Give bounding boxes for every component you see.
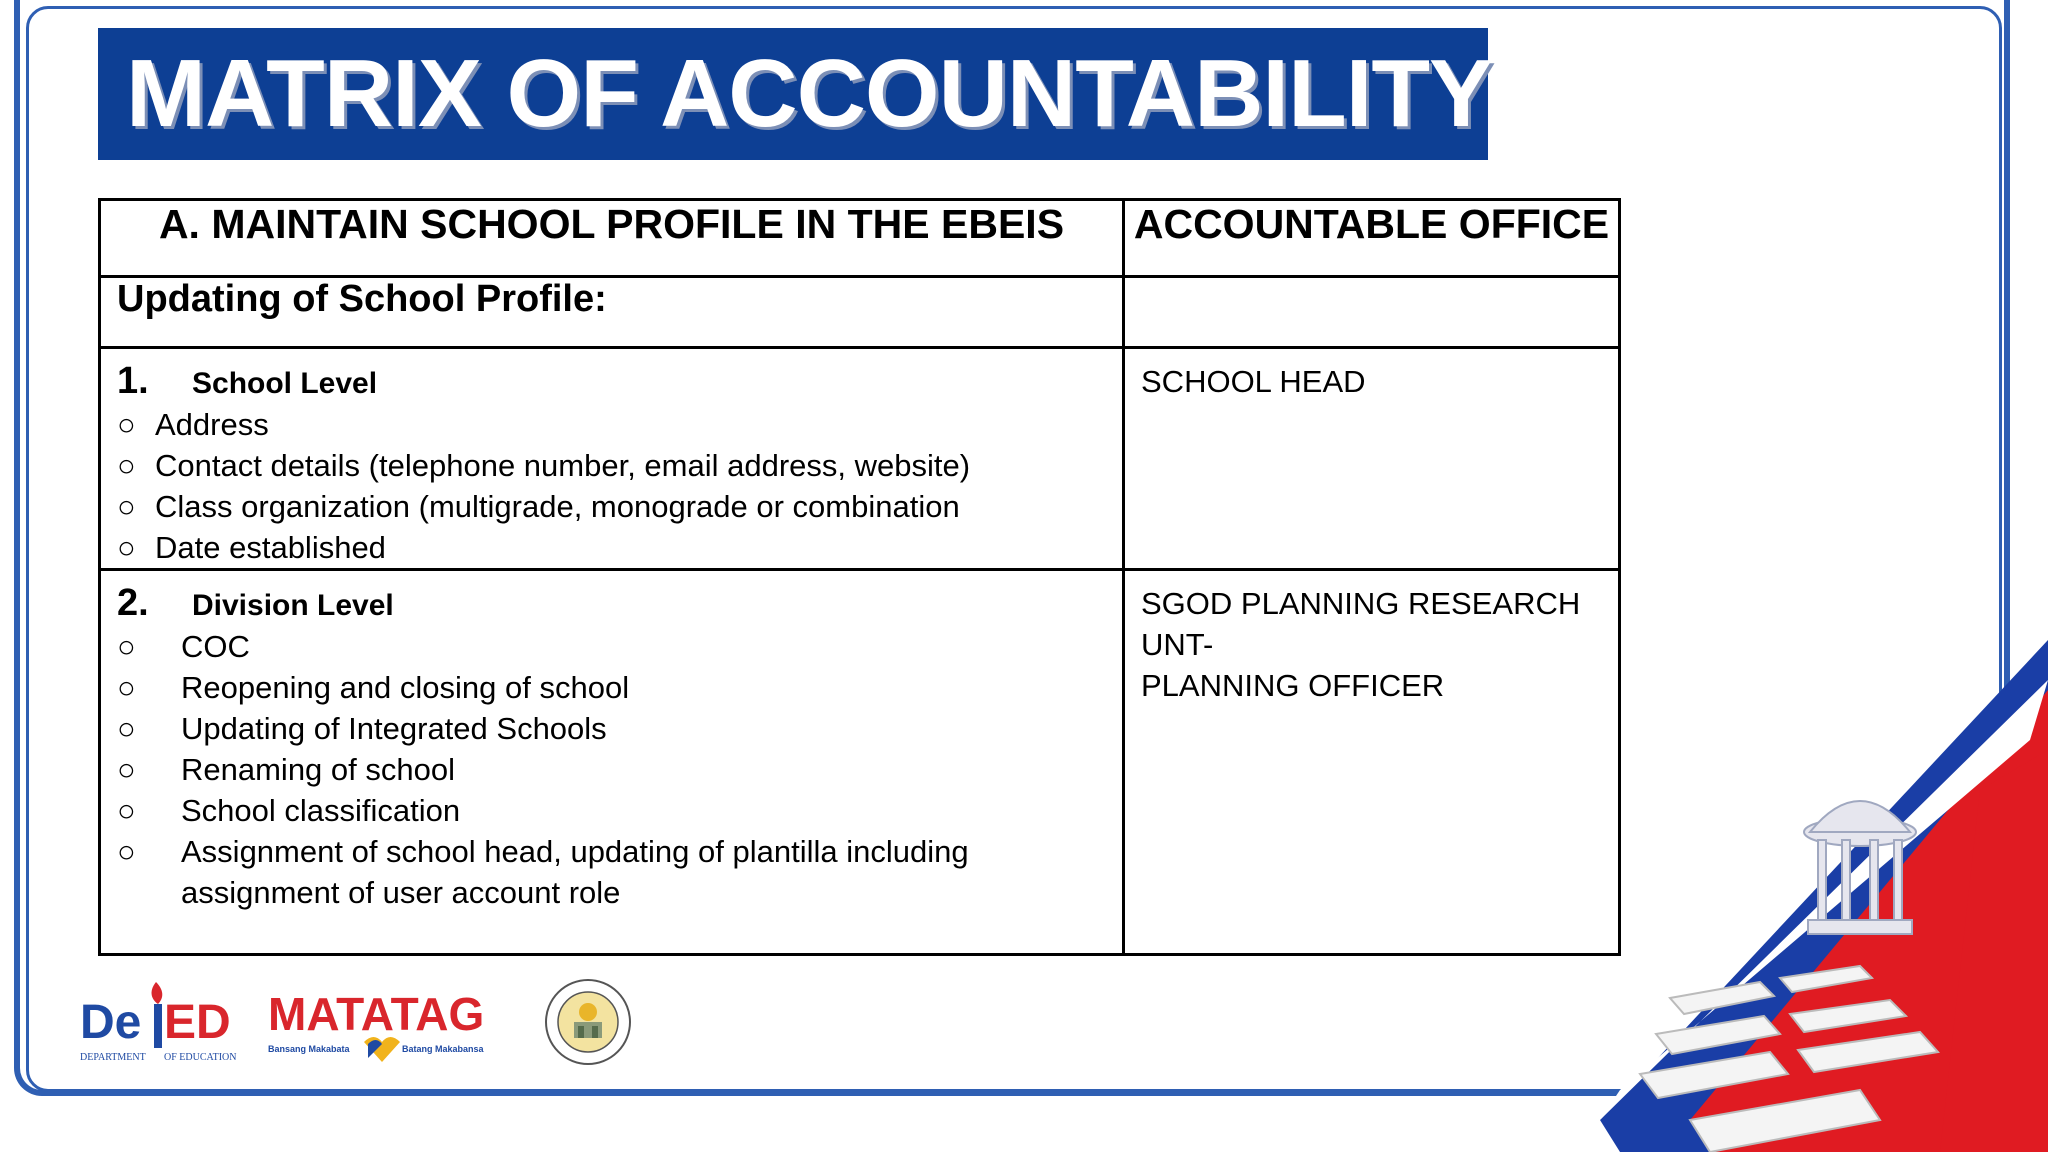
circle-bullet-icon: ○ bbox=[117, 711, 136, 746]
list-item bbox=[117, 486, 1106, 527]
accountability-table bbox=[98, 198, 1621, 956]
decorative-corner-graphic bbox=[1560, 620, 2048, 1152]
header-task: A. MAINTAIN SCHOOL PROFILE IN THE EBEIS bbox=[100, 200, 1124, 277]
subheader-cell: Updating of School Profile: bbox=[100, 277, 1124, 348]
circle-bullet-icon: ○ bbox=[117, 407, 136, 442]
deped-tagline-left: DEPARTMENT bbox=[80, 1052, 146, 1063]
list-item bbox=[117, 404, 1106, 445]
list-item-text: Class organization (multigrade, monograde or combination bbox=[155, 489, 960, 524]
slide-title: MATRIX OF ACCOUNTABILITY bbox=[126, 40, 1493, 147]
list-item-text: Assignment of school head, updating of plantilla including assignment of user account role bbox=[181, 834, 969, 910]
list-item-text: Date established bbox=[155, 530, 386, 565]
list-item bbox=[117, 831, 1106, 913]
list-item-text: School classification bbox=[181, 793, 461, 828]
list-item bbox=[117, 527, 1106, 568]
level-heading bbox=[117, 361, 1106, 404]
matatag-logo bbox=[268, 986, 498, 1066]
level-name: Division Level bbox=[192, 589, 394, 622]
list-item-text: Address bbox=[155, 407, 269, 442]
level-heading bbox=[117, 583, 1106, 626]
circle-bullet-icon: ○ bbox=[117, 489, 136, 524]
list-item-text: COC bbox=[181, 629, 250, 664]
office-cell bbox=[1124, 348, 1620, 570]
footer-logos bbox=[78, 966, 658, 1076]
deped-wordmark-right: ED bbox=[164, 996, 231, 1049]
level-number: 1. bbox=[117, 360, 149, 402]
circle-bullet-icon: ○ bbox=[117, 834, 136, 869]
table-row bbox=[100, 348, 1620, 570]
circle-bullet-icon: ○ bbox=[117, 670, 136, 705]
office-cell bbox=[1124, 570, 1620, 955]
list-item bbox=[117, 749, 1106, 790]
list-item-text: Updating of Integrated Schools bbox=[181, 711, 607, 746]
circle-bullet-icon: ○ bbox=[117, 793, 136, 828]
circle-bullet-icon: ○ bbox=[117, 752, 136, 787]
list-item-text: Reopening and closing of school bbox=[181, 670, 630, 705]
subheader-empty-cell bbox=[1124, 277, 1620, 348]
level-name: School Level bbox=[192, 367, 378, 400]
deped-tagline-right: OF EDUCATION bbox=[164, 1052, 237, 1063]
circle-bullet-icon: ○ bbox=[117, 530, 136, 565]
office-line: SCHOOL HEAD bbox=[1141, 364, 1366, 399]
list-item-text: Contact details (telephone number, email address, website) bbox=[155, 448, 971, 483]
circle-bullet-icon: ○ bbox=[117, 448, 136, 483]
list-item bbox=[117, 445, 1106, 486]
table-header-row bbox=[100, 200, 1620, 277]
matatag-tagline-left: Bansang Makabata bbox=[268, 1044, 350, 1054]
list-item bbox=[117, 626, 1106, 667]
header-office: ACCOUNTABLE OFFICE bbox=[1124, 200, 1620, 277]
circle-bullet-icon: ○ bbox=[117, 629, 136, 664]
list-item-text: Renaming of school bbox=[181, 752, 455, 787]
matatag-tagline-right: Batang Makabansa bbox=[402, 1044, 484, 1054]
list-item bbox=[117, 790, 1106, 831]
matatag-wordmark: MATATAG bbox=[268, 988, 485, 1040]
list-item bbox=[117, 667, 1106, 708]
deped-wordmark-left: De bbox=[80, 996, 142, 1049]
task-cell bbox=[100, 570, 1124, 955]
table-subheader-row bbox=[100, 277, 1620, 348]
division-seal-icon bbox=[544, 978, 632, 1066]
level-number: 2. bbox=[117, 582, 149, 624]
office-line: PLANNING OFFICER bbox=[1141, 668, 1445, 703]
office-line: UNT- bbox=[1141, 627, 1214, 662]
title-banner bbox=[98, 28, 1493, 160]
table-row bbox=[100, 570, 1620, 955]
deped-logo bbox=[78, 976, 238, 1066]
office-line: SGOD PLANNING RESEARCH bbox=[1141, 586, 1581, 621]
list-item bbox=[117, 708, 1106, 749]
task-cell bbox=[100, 348, 1124, 570]
